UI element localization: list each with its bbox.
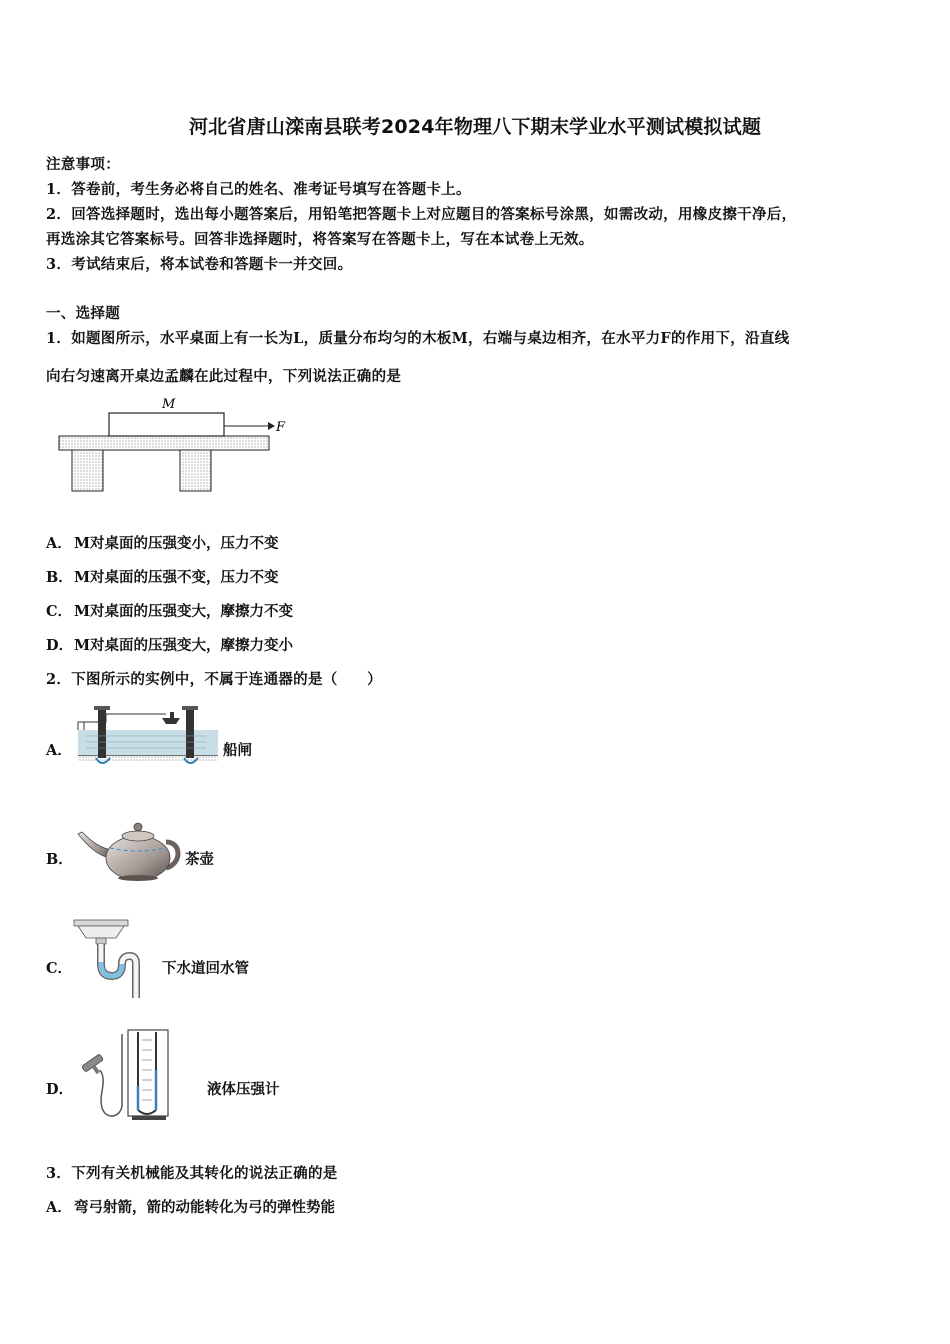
pressure-gauge-icon: [76, 1026, 176, 1122]
q1-option-d-label: D．: [46, 637, 74, 654]
q1-mass-label: M: [162, 397, 176, 412]
teapot-icon: [74, 812, 184, 884]
q2-option-d-text: 液体压强计: [207, 1081, 280, 1098]
notice-item-1: 1．答卷前，考生务必将自己的姓名、准考证号填写在答题卡上。: [46, 181, 471, 198]
notice-heading: 注意事项：: [46, 156, 120, 173]
q1-stem-line2: 向右匀速离开桌边孟麟在此过程中，下列说法正确的是: [46, 368, 402, 385]
q3-option-a-text: 弯弓射箭，箭的动能转化为弓的弹性势能: [74, 1199, 335, 1216]
q1-option-c-label: C．: [46, 603, 73, 620]
q1-option-b-label: B．: [46, 569, 73, 586]
q1-option-b-text: M对桌面的压强不变，压力不变: [74, 569, 279, 586]
q2-option-d-label: D．: [46, 1081, 74, 1098]
page-title: 河北省唐山滦南县联考2024年物理八下期末学业水平测试模拟试题: [188, 116, 762, 138]
q1-option-a-label: A．: [46, 535, 72, 552]
q1-board-table-figure: [56, 392, 296, 494]
notice-item-2-cont: 再选涂其它答案标号。回答非选择题时，将答案写在答题卡上，写在本试卷上无效。: [46, 231, 594, 248]
notice-item-3: 3．考试结束后，将本试卷和答题卡一并交回。: [46, 256, 353, 273]
notice-item-2: 2．回答选择题时，选出每小题答案后，用铅笔把答题卡上对应题目的答案标号涂黑，如需改动，用橡皮擦干净后，: [46, 206, 797, 223]
q2-option-c-text: 下水道回水管: [162, 960, 249, 977]
ship-lock-icon: [76, 702, 222, 772]
q2-option-b-text: 茶壶: [185, 851, 214, 868]
q1-option-c-text: M对桌面的压强变大，摩擦力不变: [74, 603, 294, 620]
q2-stem: 2．下图所示的实例中，不属于连通器的是（ ）: [46, 671, 382, 688]
q1-option-a-text: M对桌面的压强变小，压力不变: [74, 535, 279, 552]
q1-force-label: F: [276, 420, 286, 435]
q2-option-a-label: A．: [46, 742, 72, 759]
q1-stem-line1: 1．如题图所示，水平桌面上有一长为L，质量分布均匀的木板M，右端与桌边相齐，在水平力F的作用下，沿直线: [46, 330, 790, 347]
drain-trap-icon: [72, 918, 136, 1000]
q2-option-a-text: 船闸: [223, 742, 252, 759]
section-heading: 一、选择题: [46, 305, 120, 322]
q2-option-c-label: C．: [46, 960, 73, 977]
q2-option-b-label: B．: [46, 851, 73, 868]
q1-option-d-text: M对桌面的压强变大，摩擦力变小: [74, 637, 294, 654]
q3-option-a-label: A．: [46, 1199, 72, 1216]
q3-stem: 3．下列有关机械能及其转化的说法正确的是: [46, 1165, 338, 1182]
